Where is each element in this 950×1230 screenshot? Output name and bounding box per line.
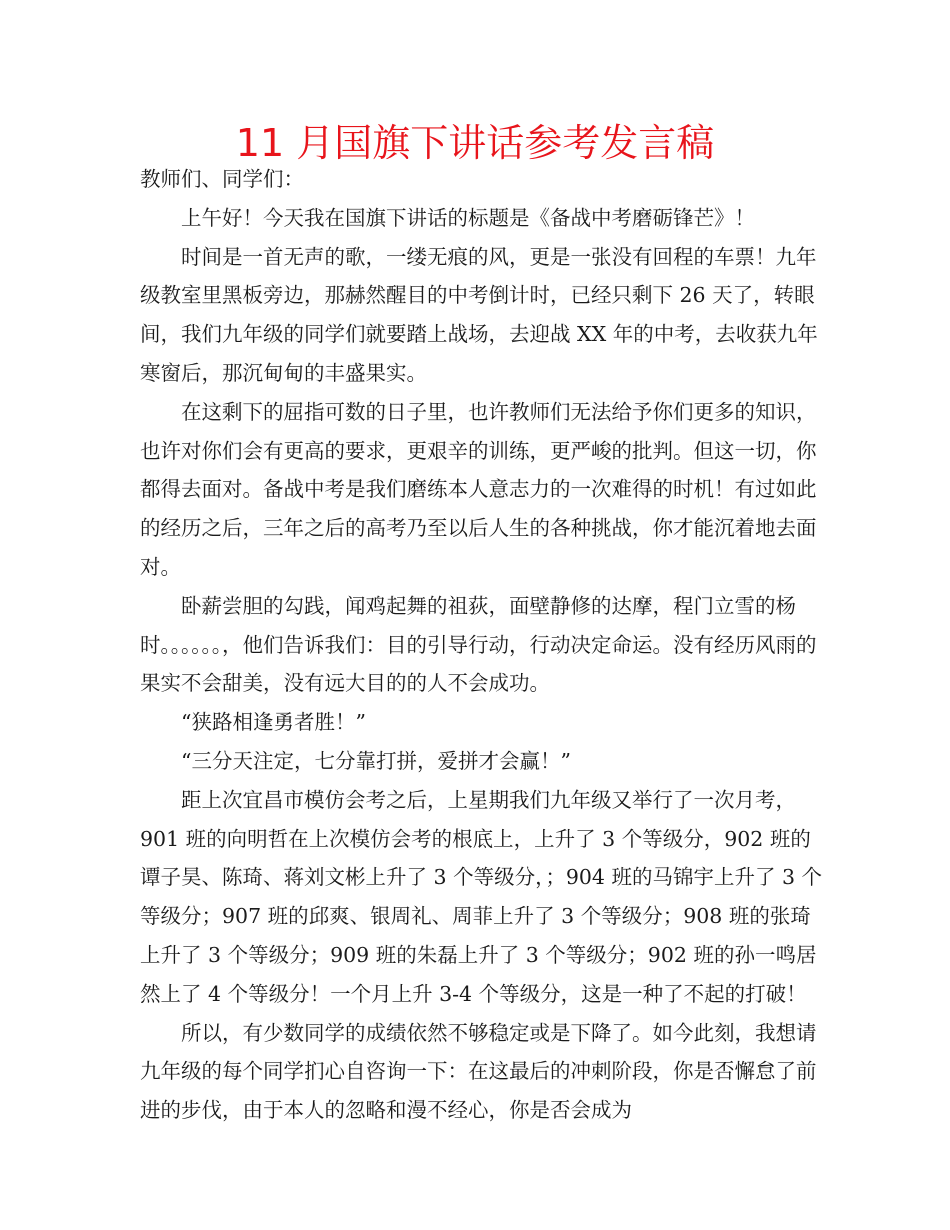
paragraph-opening: 上午好！今天我在国旗下讲话的标题是《备战中考磨砺锋芒》！ [181,205,755,230]
paragraph-reflection: 所以，有少数同学的成绩依然不够稳定或是下降了。如今此刻，我想请九年级的每个同学扪心自咨询一下：在这最后的冲刺阶段，你是否懈怠了前进的步伐，由于本人的忽略和漫不经心，你是否会成为 [140,1020,817,1123]
paragraph-countdown: 时间是一首无声的歌，一缕无痕的风，更是一张没有回程的车票！九年级教室里黑板旁边，那赫然醒目的中考倒计时，已经只剩下 26 天了，转眼间，我们九年级的同学们就要踏上战场，去迎战 XX 年的中考，去收获九年寒窗后，那沉甸甸的丰盛果实。 [140,244,818,385]
greeting: 教师们、同学们： [140,167,304,191]
document-title: 11 月国旗下讲话参考发言稿 [235,121,715,165]
paragraph-quote-2: “三分天注定，七分靠打拼，爱拼才会赢！” [181,748,571,773]
document-body [140,160,830,1130]
paragraph-results: 距上次宜昌市模仿会考之后，上星期我们九年级又举行了一次月考，901 班的向明哲在上次模仿会考的根底上，上升了 3 个等级分，902 班的谭子昊、陈琦、蒋刘文彬上升了 3 个等级分，；904 班的马锦宇上升了 3 个等级分；907 班的邱爽、银周礼、周菲上升了 3 个等级分；908 班的张琦上升了 3 个等级分；909 班的朱磊上升了 3 个等级分；902 班的孙一鸣居然上了 4 个等级分！一个月上升 3-4 个等级分，这是一种了不起的打破！ [140,787,823,1006]
paragraph-examples: 卧薪尝胆的勾践，闻鸡起舞的祖荻，面壁静修的达摩，程门立雪的杨时。。。。。。，他们告诉我们：目的引导行动，行动决定命运。没有经历风雨的果实不会甜美，没有远大目的的人不会成功。 [140,593,817,696]
paragraph-quote-1: “狭路相逢勇者胜！” [181,710,366,735]
paragraph-challenge: 在这剩下的屈指可数的日子里，也许教师们无法给予你们更多的知识，也许对你们会有更高的要求，更艰辛的训练，更严峻的批判。但这一切，你都得去面对。备战中考是我们磨练本人意志力的一次难得的时机！有过如此的经历之后，三年之后的高考乃至以后人生的各种挑战，你才能沉着地去面对。 [140,399,817,579]
